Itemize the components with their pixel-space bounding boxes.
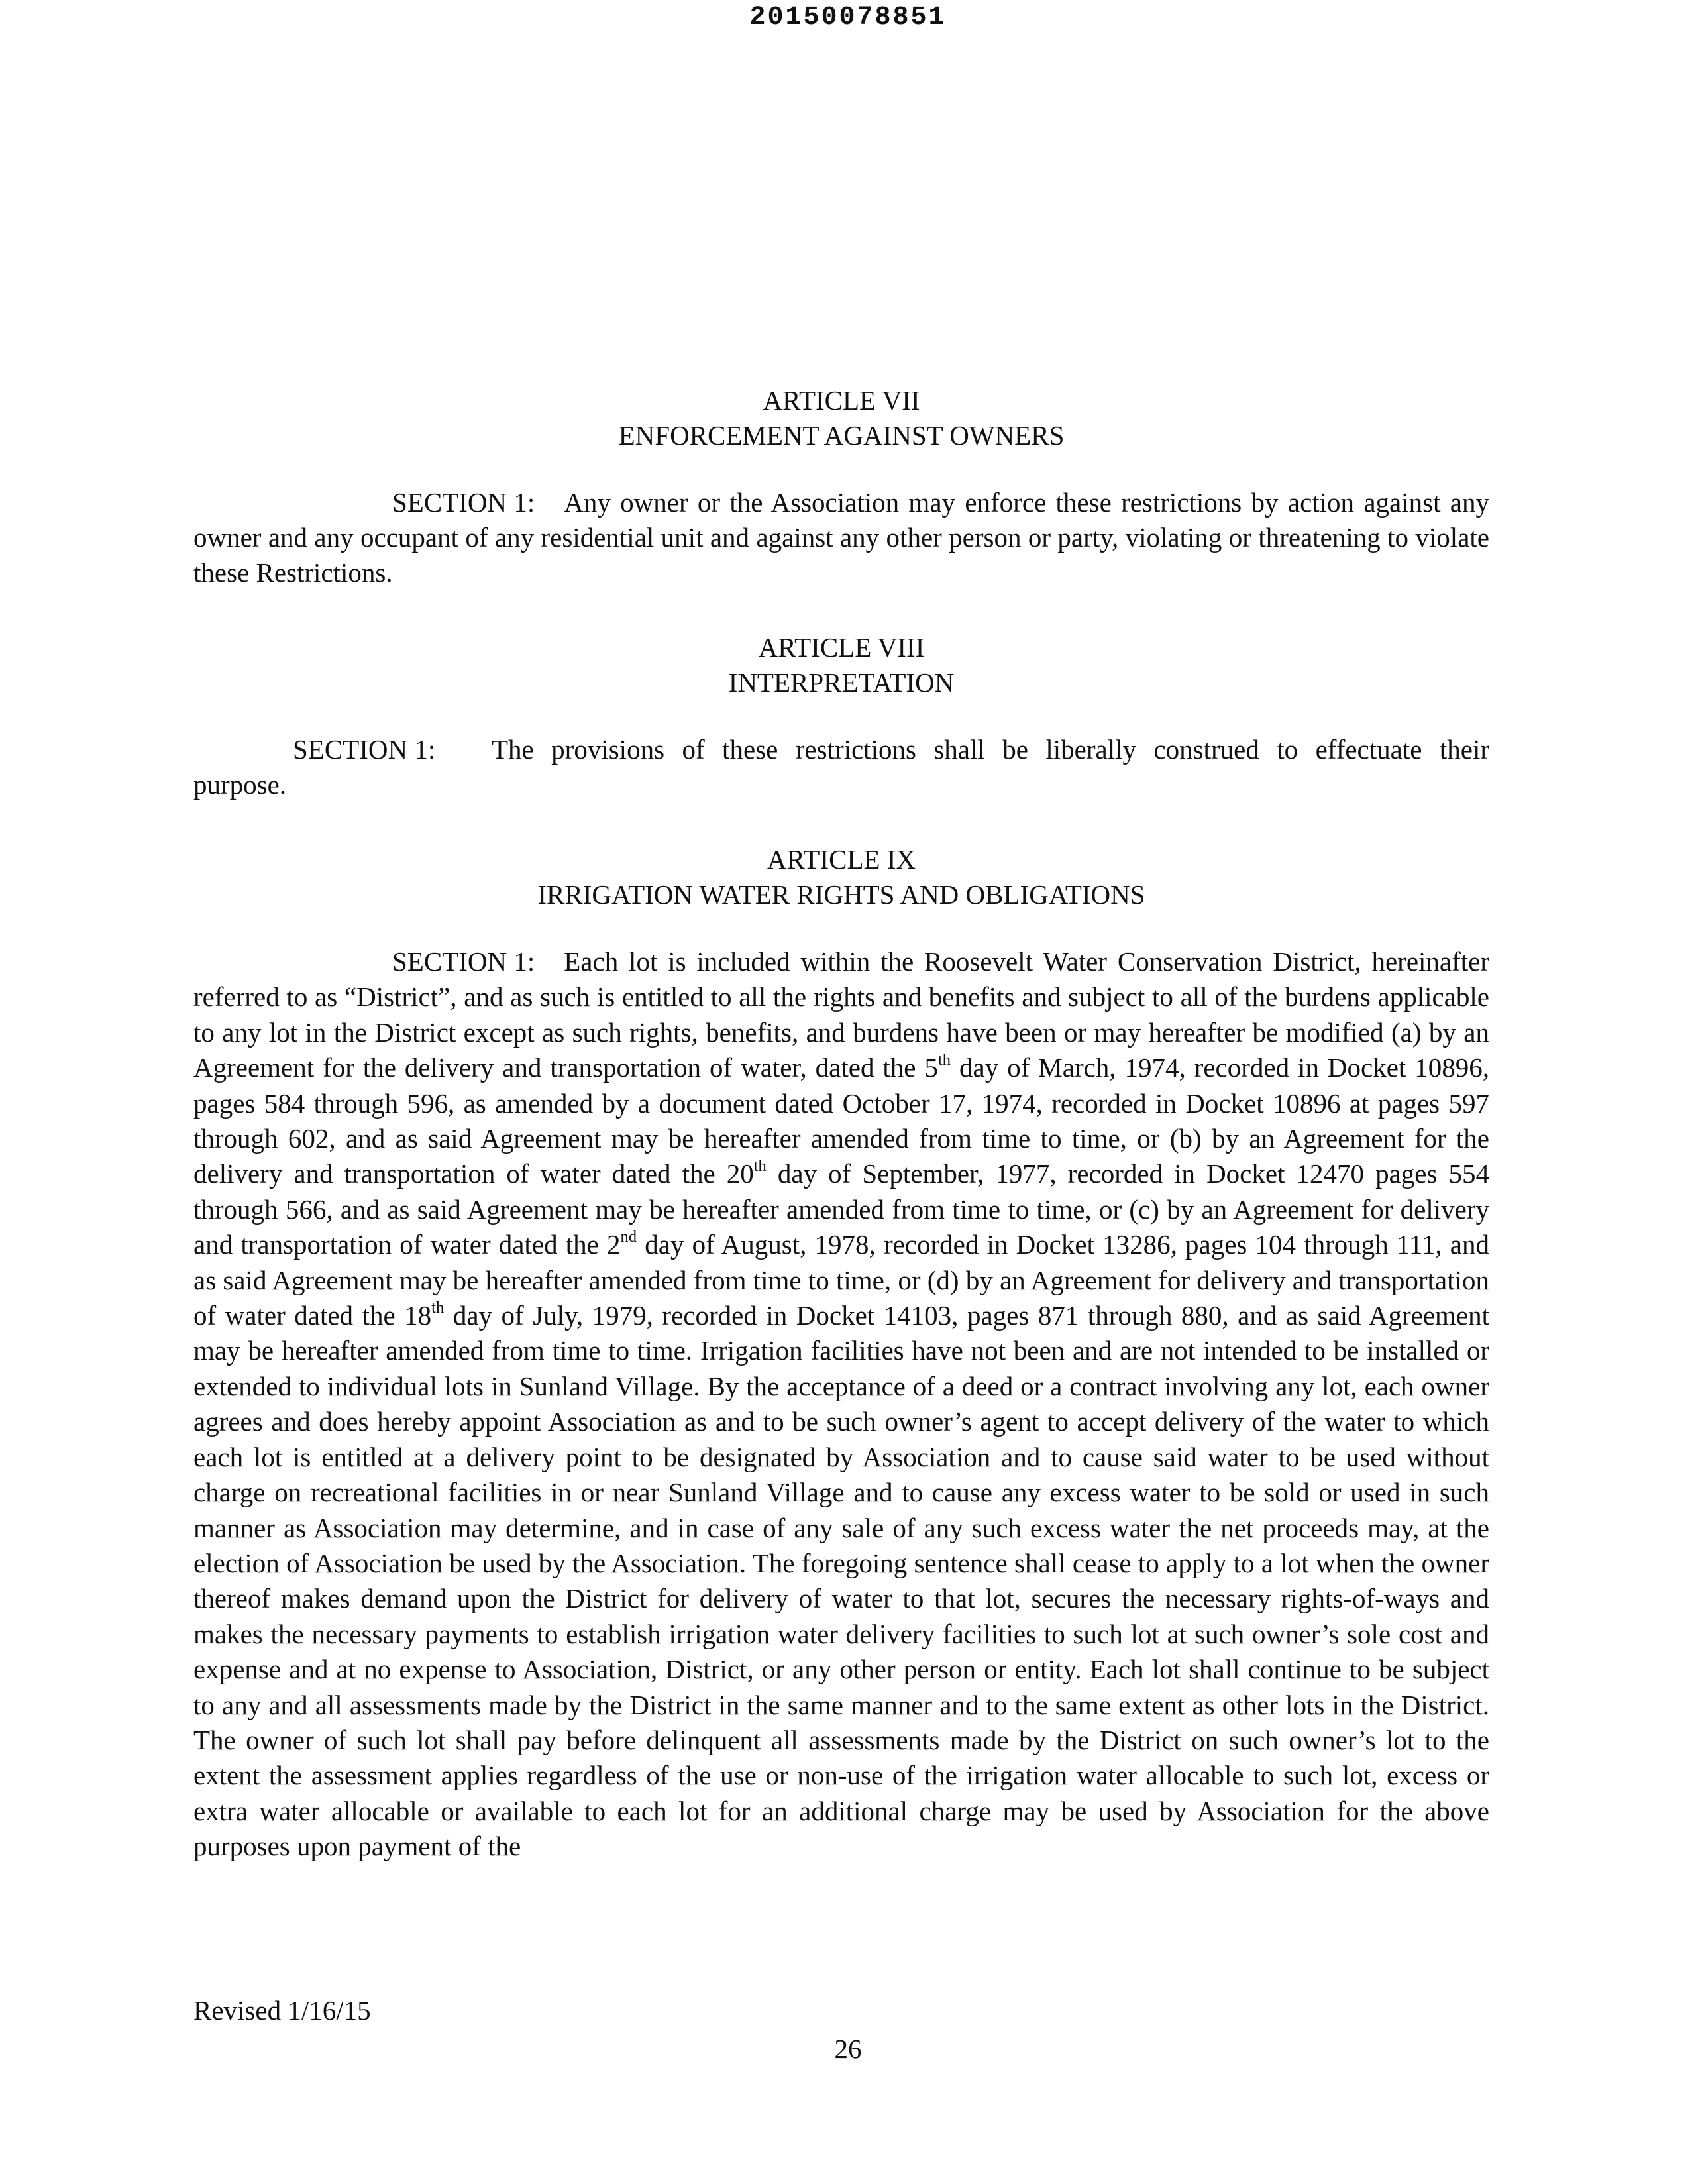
section-text-part: day of September, 1977, recorded in Docket 12470 pages 554 through 566, and as said Agreement may be hereafter amended from time to time, or (c) by an Agreement for delivery and transportation of water dated the 2 <box>193 1158 1489 1260</box>
page-content <box>193 383 1489 1904</box>
article-ix <box>193 842 1489 1865</box>
section-paragraph <box>193 944 1489 1865</box>
article-title: ARTICLE VII <box>763 385 920 415</box>
revision-date: Revised 1/16/15 <box>193 1995 371 2026</box>
section-text-part: day of March, 1974, recorded in Docket 10896, pages 584 through 596, as amended by a document dated October 17, 1974, recorded in Docket 10896 at pages 597 through 602, and as said Agreement may be hereafter amended from time to time, or (b) by an Agreement for the delivery and transportation of water dated the 20 <box>193 1052 1489 1189</box>
article-viii <box>193 630 1489 802</box>
section-text-continuation: purpose. <box>193 769 287 800</box>
ordinal-suffix: th <box>937 1050 951 1069</box>
section-text-part: Each lot is included within the Roosevelt Water Conservation District, hereinafter referred to as “District”, and as such is entitled to all the rights and benefits and subject to all of the burdens applicable to any lot in the District except as such rights, benefits, and burdens have been or may hereafter be modified (a) by an Agreement for the delivery and transportation of water, dated the 5 <box>193 946 1489 1083</box>
ordinal-suffix: nd <box>620 1227 637 1246</box>
article-vii <box>193 383 1489 590</box>
section-label: SECTION 1: <box>392 946 535 977</box>
section-text-part: day of July, 1979, recorded in Docket 14103, pages 871 through 880, and as said Agreement may be hereafter amended from time to time. Irrigation facilities have not been and are not intended to be installed or extended to individual lots in Sunland Village. By the acceptance of a deed or a contract involving any lot, each owner agrees and does hereby appoint Association as and to be such owner’s agent to accept delivery of the water to which each lot is entitled at a delivery point to be designated by Association and to cause said water to be used without charge on recreational facilities in or near Sunland Village and to cause any excess water to be sold or used in such manner as Association may determine, and in case of any sale of any such excess water the net proceeds may, at the election of Association be used by the Association. The foregoing sentence shall cease to apply to a lot when the owner thereof makes demand upon the District for delivery of water to that lot, secures the necessary rights-of-ways and makes the necessary payments to establish irrigation water delivery facilities to such lot at such owner’s sole cost and expense and at no expense to Association, District, or any other person or entity. Each lot shall continue to be subject to any and all assessments made by the District in the same manner and to the same extent as other lots in the District. The owner of such lot shall pay before delinquent all assessments made by the District on such owner’s lot to the extent the assessment applies regardless of the use or non-use of the irrigation water allocable to such lot, excess or extra water allocable or available to each lot for an additional charge may be used by Association for the above purposes upon payment of the <box>193 1300 1489 1862</box>
page-number: 26 <box>834 2034 862 2064</box>
section-label: SECTION 1: <box>293 734 436 765</box>
article-title: ARTICLE VIII <box>758 632 925 663</box>
section-first-line <box>193 732 1489 767</box>
section-text: The provisions of these restrictions shall be liberally construed to effectuate their <box>492 734 1489 765</box>
article-subtitle: INTERPRETATION <box>728 667 955 698</box>
section-text-part: day of August, 1978, recorded in Docket 13286, pages 104 through 111, and as said Agreement may be hereafter amended from time to time, or (d) by an Agreement for delivery and transportation of water dated the 18 <box>193 1229 1489 1331</box>
ordinal-suffix: th <box>753 1157 767 1175</box>
document-number: 20150078851 <box>749 3 947 32</box>
section-paragraph <box>193 732 1489 802</box>
section-paragraph <box>193 485 1489 590</box>
article-title: ARTICLE IX <box>767 844 916 875</box>
section-label: SECTION 1: <box>392 487 535 518</box>
section-text: Any owner or the Association may enforce these restrictions by action against any owner and any occupant of any residential unit and against any other person or party, violating or threatening to violate these Restrictions. <box>193 487 1489 588</box>
ordinal-suffix: th <box>431 1298 445 1317</box>
article-subtitle: IRRIGATION WATER RIGHTS AND OBLIGATIONS <box>537 879 1145 910</box>
article-subtitle: ENFORCEMENT AGAINST OWNERS <box>618 420 1065 451</box>
